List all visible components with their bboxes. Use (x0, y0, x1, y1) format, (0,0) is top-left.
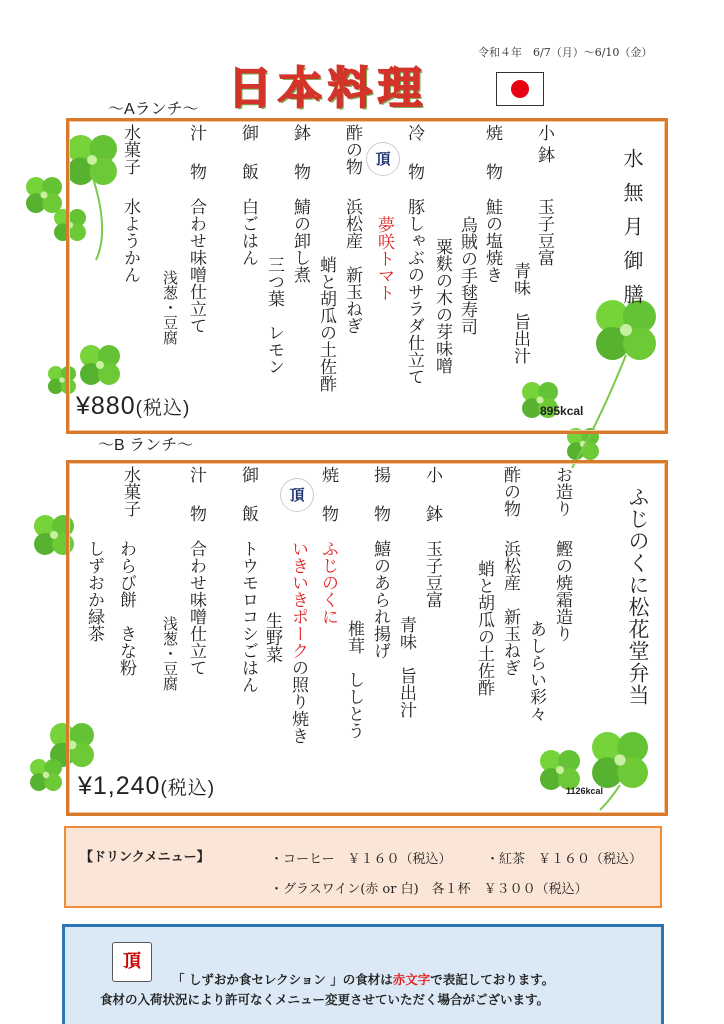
a-cat-kobachi: 小鉢 (534, 124, 554, 168)
b-dish-sunomono: 浜松産 新玉ねぎ (500, 540, 520, 676)
a-cat-yakimono: 焼物 (482, 124, 502, 202)
b-cat-sunomono: 酢の物 (500, 466, 520, 517)
b-cat-shirumono: 汁物 (186, 466, 206, 544)
a-sub-kobachi: 青味 旨出汁 (510, 262, 530, 364)
b-cat-agemono: 揚物 (370, 466, 390, 544)
b-lunch-kcal: 1126kcal (566, 786, 604, 796)
b-dish-yakimono-fujinokuni: ふじのくに (318, 540, 338, 625)
a-cat-hachimono: 鉢物 (290, 124, 310, 202)
b-dish-yakimono-pork: いきいきポークの照り焼き (288, 540, 308, 744)
b-lunch-label: ～B ランチ～ (98, 437, 194, 454)
shizuoka-selection-emblem-icon: 頂 (112, 942, 152, 982)
page-title: 日本料理 (228, 63, 428, 114)
notice-line-2: 食材の入荷状況により許可なくメニュー変更させていただく場合がございます。 (100, 992, 550, 1007)
b-cat-kobachi: 小鉢 (422, 466, 442, 544)
a-lunch-label: ～Aランチ～ (108, 101, 199, 118)
b-sub-shirumono: 浅葱・豆腐 (161, 616, 179, 691)
a-dish-gohan: 白ごはん (238, 198, 258, 266)
b-sub-agemono: 椎茸 ししとう (344, 620, 364, 739)
a-cat-gohan: 御飯 (238, 124, 258, 202)
a-lunch-price: ¥880(税込) (76, 392, 191, 420)
drink-wine: ・グラスワイン(赤 or 白) 各１杯 ￥３００（税込） (270, 882, 588, 897)
date-range: 令和４年 6/7（月）～6/10（金） (478, 46, 653, 59)
a-extra-aofu: 粟麩の木の芽味噌 (432, 238, 452, 374)
a-dish-mizugashi: 水ようかん (120, 198, 140, 283)
a-sub-hachimono: 三つ葉 レモン (264, 256, 284, 375)
b-lunch-price: ¥1,240(税込) (78, 772, 216, 800)
b-sub-kobachi: 青味 旨出汁 (396, 616, 416, 718)
shizuoka-selection-emblem-icon: 頂 (366, 142, 400, 176)
a-sub-sunomono: 蛸と胡瓜の土佐酢 (316, 256, 336, 392)
a-highlight-tomato: 夢咲トマト (374, 216, 394, 301)
drink-coffee: ・コーヒー ￥１６０（税込） (270, 852, 452, 867)
b-sub-mizugashi: しずおか緑茶 (84, 540, 104, 642)
b-dish-otsukuri: 鰹の焼霜造り (552, 540, 572, 642)
b-dish-shirumono: 合わせ味噌仕立て (186, 540, 206, 676)
a-sub-shirumono: 浅葱・豆腐 (161, 270, 179, 345)
drink-tea: ・紅茶 ￥１６０（税込） (486, 852, 643, 867)
shizuoka-selection-emblem-icon: 頂 (280, 478, 314, 512)
b-sub-gohan: 生野菜 (262, 612, 282, 663)
b-cat-gohan: 御飯 (238, 466, 258, 544)
drink-menu-title: 【ドリンクメニュー】 (80, 850, 210, 865)
b-dish-mizugashi: わらび餅 きな粉 (116, 540, 136, 676)
a-lunch-kcal: 895kcal (540, 404, 584, 418)
b-lunch-box (66, 460, 668, 816)
a-cat-hiyamono: 冷物 (404, 124, 424, 202)
a-dish-hiyamono: 豚しゃぶのサラダ仕立て (404, 198, 424, 385)
a-sub-yakimono: 烏賊の手毬寿司 (457, 216, 477, 335)
a-dish-hachimono: 鯖の卸し煮 (290, 198, 310, 283)
a-cat-mizugashi: 水菓子 (120, 124, 140, 175)
a-dish-yakimono: 鮭の塩焼き (482, 198, 502, 283)
b-lunch-course-name: ふじのくに松花堂弁当 (626, 486, 650, 706)
a-lunch-course-name: 水無月御膳 (620, 148, 644, 318)
a-cat-sunomono: 酢の物 (342, 124, 362, 175)
b-dish-kobachi: 玉子豆富 (422, 540, 442, 608)
b-cat-yakimono: 焼物 (318, 466, 338, 544)
a-cat-shirumono: 汁物 (186, 124, 206, 202)
japan-flag-icon (496, 72, 544, 106)
notice-line-1: 「 しずおか食セレクション 」の食材は赤文字で表記しております。 (172, 972, 555, 987)
a-dish-sunomono: 浜松産 新玉ねぎ (342, 198, 362, 334)
b-sub-otsukuri: あしらい彩々 (526, 620, 546, 722)
a-dish-kobachi: 玉子豆富 (534, 198, 554, 266)
a-dish-shirumono: 合わせ味噌仕立て (186, 198, 206, 334)
b-cat-otsukuri: お造り (552, 466, 572, 517)
b-cat-mizugashi: 水菓子 (120, 466, 140, 517)
b-sub-sunomono: 蛸と胡瓜の土佐酢 (474, 560, 494, 696)
b-dish-gohan: トウモロコシごはん (238, 540, 258, 693)
b-dish-agemono: 鱚のあられ揚げ (370, 540, 390, 659)
